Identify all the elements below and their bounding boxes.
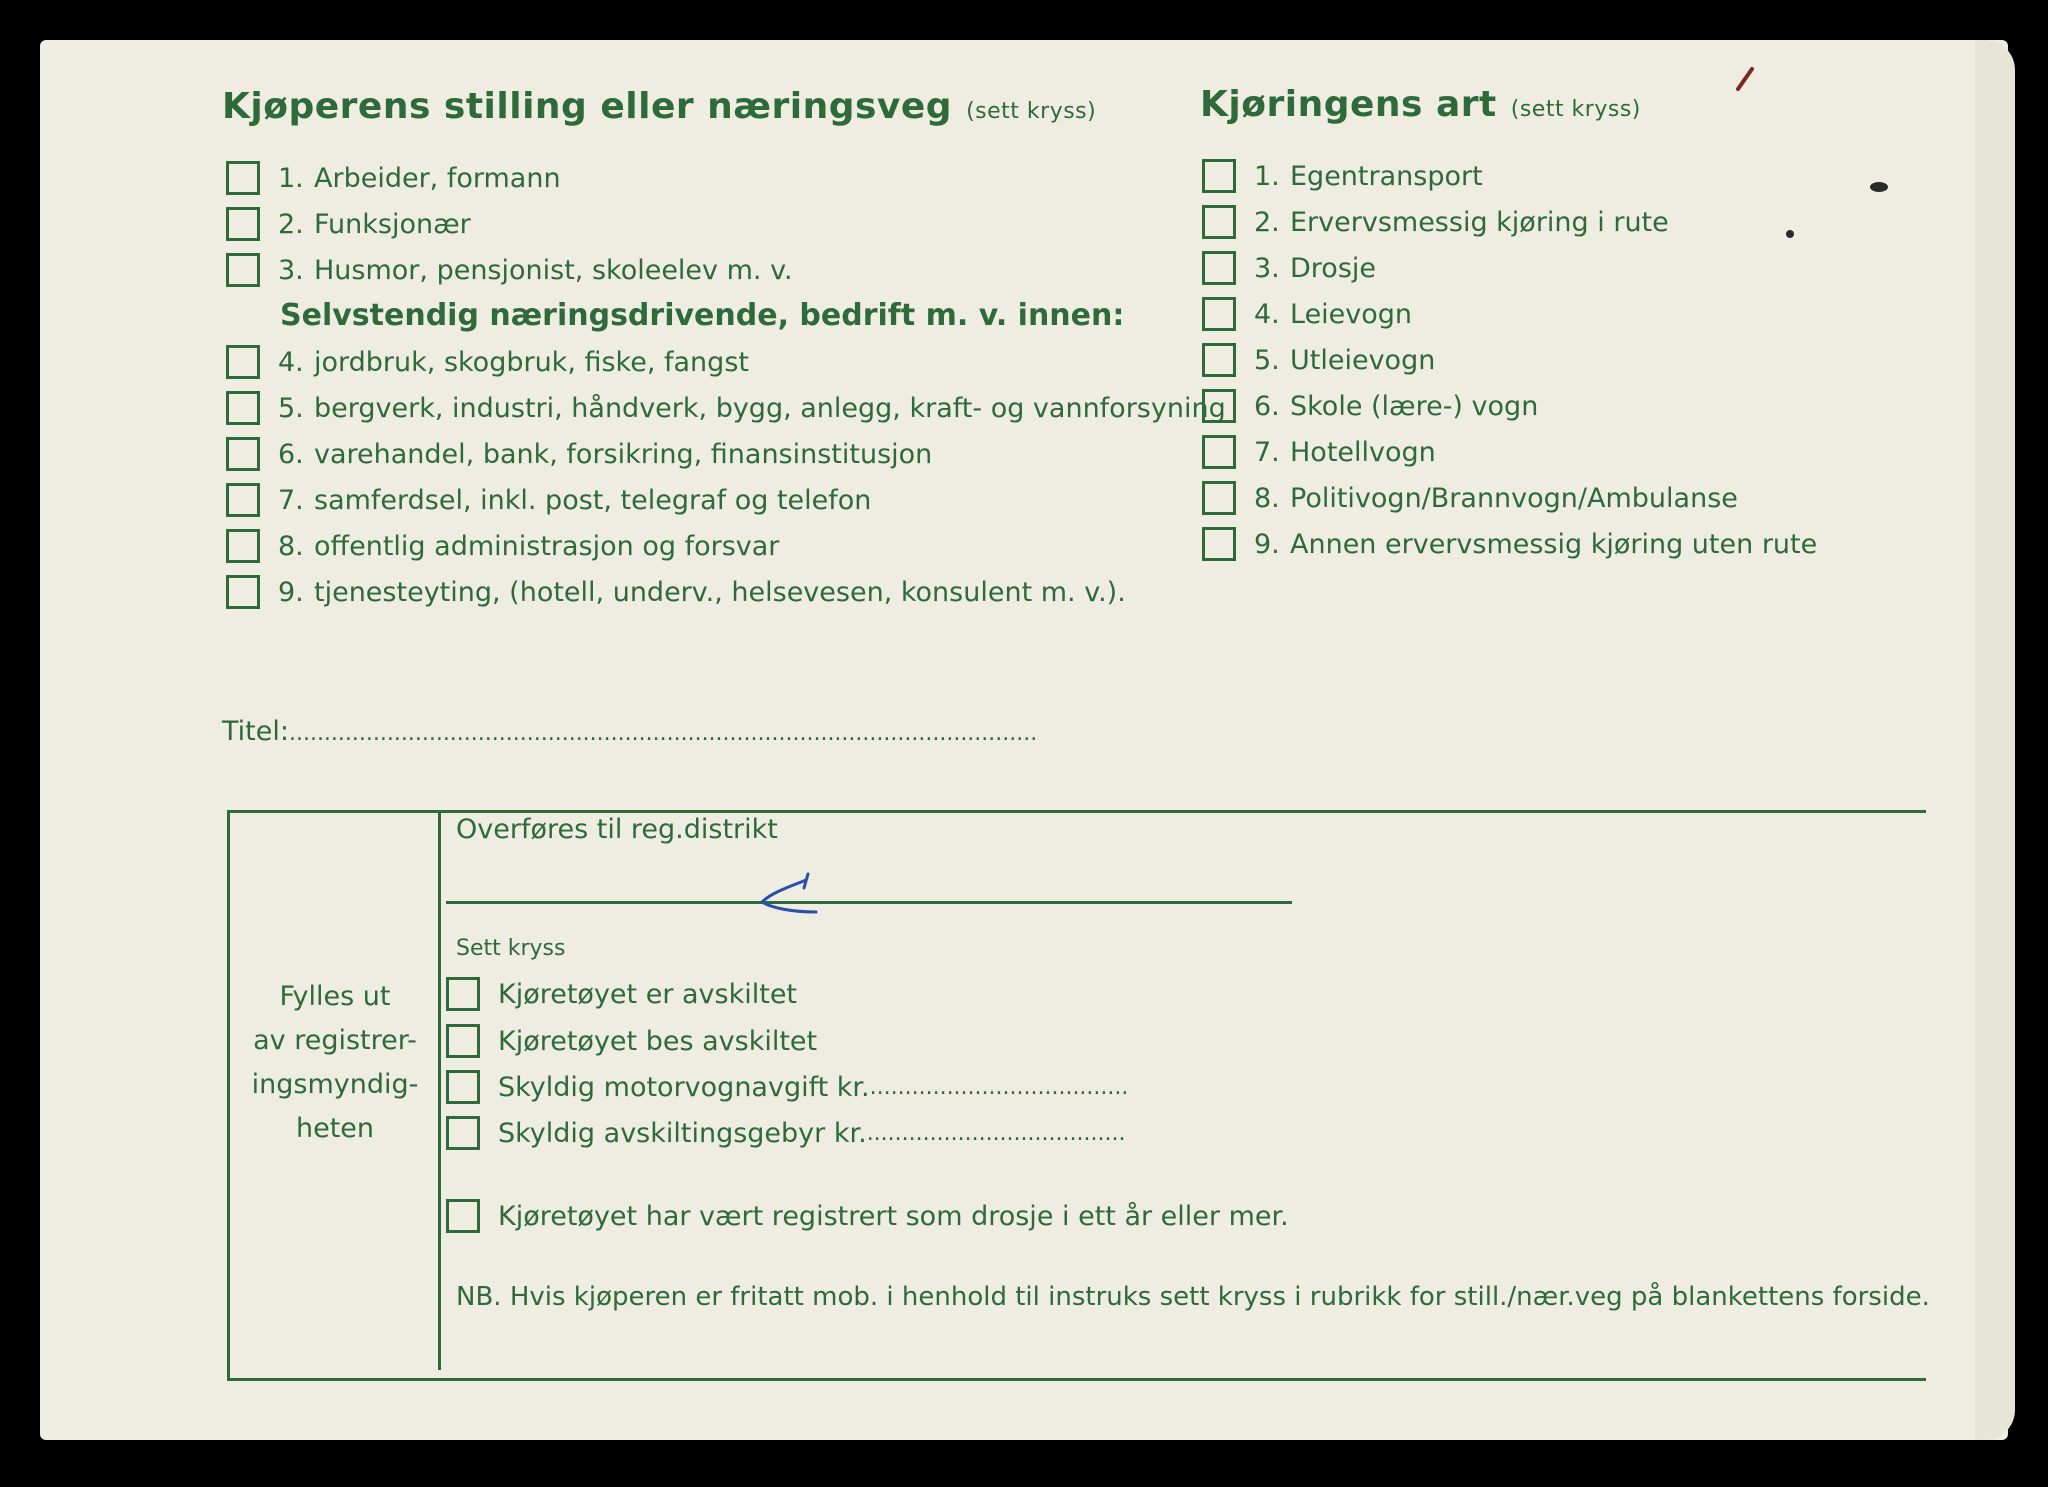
checkbox[interactable] — [1202, 481, 1236, 515]
deregistered-check[interactable] — [446, 974, 797, 1014]
checkbox[interactable] — [226, 391, 260, 425]
driving-option-5[interactable] — [1202, 340, 1435, 380]
option-label: Hotellvogn — [1290, 436, 1436, 468]
title-field[interactable] — [222, 716, 1037, 747]
occupation-option-9[interactable] — [226, 572, 1126, 612]
driving-option-3[interactable] — [1202, 248, 1376, 288]
fill-label-line: heten — [295, 1113, 375, 1144]
option-number: 4. — [1254, 298, 1280, 330]
checkbox[interactable] — [226, 483, 260, 517]
check-label: Kjøretøyet er avskiltet — [498, 978, 798, 1010]
option-label: Leievogn — [1290, 298, 1413, 330]
checkbox[interactable] — [226, 345, 260, 379]
registry-fill-label — [240, 975, 430, 1151]
paper-edge — [1975, 40, 2015, 1440]
check-label: Skyldig avskiltingsgebyr kr. — [498, 1117, 867, 1149]
buyer-occupation-title: Kjøperens stilling eller næringsveg — [222, 86, 953, 127]
nb-note: NB. Hvis kjøperen er fritatt mob. i henhold til instruks sett kryss i rubrikk for still./nær.veg på blankettens forside. — [456, 1282, 1930, 1312]
checkbox[interactable] — [226, 437, 260, 471]
amount-dotted-line[interactable]: ..................................... — [866, 1120, 1126, 1146]
option-number: 1. — [278, 162, 304, 194]
self-employed-subheading: Selvstendig næringsdrivende, bedrift m. v. innen: — [280, 298, 1125, 333]
occupation-option-6[interactable] — [226, 434, 932, 474]
checkbox[interactable] — [1202, 527, 1236, 561]
check-label: Kjøretøyet har vært registrert som drosje i ett år eller mer. — [498, 1200, 1289, 1232]
checkbox[interactable] — [226, 253, 260, 287]
paper-scuff — [1870, 182, 1888, 192]
occupation-option-8[interactable] — [226, 526, 779, 566]
driving-option-8[interactable] — [1202, 478, 1738, 518]
option-number: 5. — [1254, 344, 1280, 376]
option-label: Annen ervervsmessig kjøring uten rute — [1290, 528, 1818, 560]
driving-option-6[interactable] — [1202, 386, 1538, 426]
transfer-district-line[interactable] — [446, 901, 1292, 904]
checkbox[interactable] — [1202, 159, 1236, 193]
option-label: Politivogn/Brannvogn/Ambulanse — [1290, 482, 1738, 514]
option-label: Utleievogn — [1290, 344, 1436, 376]
occupation-option-7[interactable] — [226, 480, 871, 520]
checkbox[interactable] — [1202, 389, 1236, 423]
driving-option-2[interactable] — [1202, 202, 1669, 242]
driving-type-title: Kjøringens art — [1200, 84, 1497, 125]
title-label: Titel: — [222, 716, 289, 747]
option-label: jordbruk, skogbruk, fiske, fangst — [314, 346, 749, 378]
checkbox[interactable] — [1202, 435, 1236, 469]
checkbox[interactable] — [1202, 297, 1236, 331]
fill-label-line: ingsmyndig- — [251, 1069, 419, 1100]
checkbox[interactable] — [1202, 205, 1236, 239]
option-label: tjenesteyting, (hotell, underv., helsevesen, konsulent m. v.). — [314, 576, 1126, 608]
option-label: Arbeider, formann — [314, 162, 561, 194]
option-number: 3. — [1254, 252, 1280, 284]
option-label: Husmor, pensjonist, skoleelev m. v. — [314, 254, 793, 286]
checkbox[interactable] — [446, 1199, 480, 1233]
option-number: 8. — [278, 530, 304, 562]
checkbox[interactable] — [446, 1116, 480, 1150]
checkbox[interactable] — [226, 575, 260, 609]
buyer-occupation-hint: (sett kryss) — [966, 99, 1097, 124]
option-number: 5. — [278, 392, 304, 424]
option-number: 6. — [1254, 390, 1280, 422]
driving-type-heading — [1200, 84, 1641, 125]
option-number: 2. — [1254, 206, 1280, 238]
paper-scuff — [1786, 230, 1794, 238]
driving-option-1[interactable] — [1202, 156, 1483, 196]
option-number: 8. — [1254, 482, 1280, 514]
option-number: 6. — [278, 438, 304, 470]
option-number: 9. — [1254, 528, 1280, 560]
occupation-option-1[interactable] — [226, 158, 561, 198]
option-label: Skole (lære-) vogn — [1290, 390, 1539, 422]
taxi-registered-check[interactable] — [446, 1196, 1289, 1236]
checkbox[interactable] — [226, 207, 260, 241]
option-number: 7. — [278, 484, 304, 516]
option-label: varehandel, bank, forsikring, finansinstitusjon — [314, 438, 933, 470]
check-hint: Sett kryss — [456, 936, 566, 961]
pen-check-mark — [752, 868, 822, 918]
occupation-option-5[interactable] — [226, 388, 1226, 428]
amount-dotted-line[interactable]: ..................................... — [869, 1074, 1129, 1100]
option-number: 2. — [278, 208, 304, 240]
driving-option-9[interactable] — [1202, 524, 1817, 564]
option-label: Ervervsmessig kjøring i rute — [1290, 206, 1669, 238]
option-label: Funksjonær — [314, 208, 471, 240]
checkbox[interactable] — [226, 161, 260, 195]
option-label: Egentransport — [1290, 160, 1483, 192]
occupation-option-4[interactable] — [226, 342, 749, 382]
driving-option-7[interactable] — [1202, 432, 1436, 472]
option-number: 1. — [1254, 160, 1280, 192]
vehicle-tax-owed-check[interactable] — [446, 1067, 1128, 1107]
option-label: offentlig administrasjon og forsvar — [314, 530, 780, 562]
check-label: Kjøretøyet bes avskiltet — [498, 1025, 818, 1057]
option-label: bergverk, industri, håndverk, bygg, anlegg, kraft- og vannforsyning — [314, 392, 1226, 424]
option-number: 4. — [278, 346, 304, 378]
option-number: 9. — [278, 576, 304, 608]
checkbox[interactable] — [1202, 343, 1236, 377]
transfer-district-label: Overføres til reg.distrikt — [456, 814, 778, 845]
occupation-option-2[interactable] — [226, 204, 471, 244]
ink-stroke-mark — [1730, 65, 1760, 95]
checkbox[interactable] — [446, 977, 480, 1011]
driving-option-4[interactable] — [1202, 294, 1412, 334]
registry-divider — [438, 812, 441, 1370]
checkbox[interactable] — [446, 1024, 480, 1058]
title-dotted-line: ........................................................................................................... — [288, 721, 1038, 746]
check-label: Skyldig motorvognavgift kr. — [498, 1071, 870, 1103]
occupation-option-3[interactable] — [226, 250, 793, 290]
option-number: 3. — [278, 254, 304, 286]
driving-type-hint: (sett kryss) — [1510, 97, 1641, 122]
request-deregister-check[interactable] — [446, 1021, 817, 1061]
buyer-occupation-heading — [222, 86, 1096, 127]
fill-label-line: av registrer- — [253, 1025, 417, 1056]
deregistration-fee-owed-check[interactable] — [446, 1113, 1125, 1153]
checkbox[interactable] — [1202, 251, 1236, 285]
option-label: Drosje — [1290, 252, 1376, 284]
checkbox[interactable] — [226, 529, 260, 563]
fill-label-line: Fylles ut — [279, 981, 391, 1012]
option-label: samferdsel, inkl. post, telegraf og telefon — [314, 484, 872, 516]
option-number: 7. — [1254, 436, 1280, 468]
checkbox[interactable] — [446, 1070, 480, 1104]
